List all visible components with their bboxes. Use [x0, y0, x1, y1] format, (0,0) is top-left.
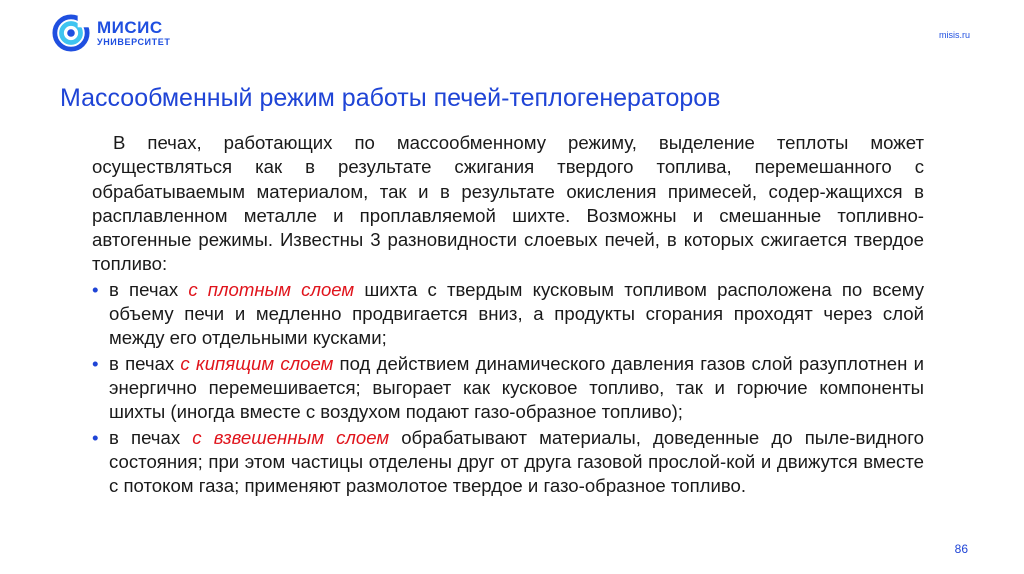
slide-body [92, 131, 924, 498]
item-text-before: в печах [109, 352, 181, 374]
bullet-icon: • [92, 278, 99, 300]
list-item [92, 278, 924, 351]
logo-subtitle: УНИВЕРСИТЕТ [97, 37, 171, 47]
bullet-icon: • [92, 426, 99, 448]
item-highlight: с плотным слоем [188, 278, 355, 300]
misis-logo [52, 14, 170, 52]
item-text-before: в печах [109, 426, 193, 448]
list-item [92, 426, 924, 499]
item-text-after: обрабатывают материалы, доведенные до пыле-видного состояния; при этом частицы отделены друг от друга газовой прослой-кой и движутся вместе с потоком газа; применяют размолотое твердое и газо-образное топливо. [109, 426, 924, 497]
logo-name: МИСИС [97, 18, 163, 37]
item-text-before: в печах [109, 278, 189, 300]
bullet-icon: • [92, 352, 99, 374]
item-text-after: под действием динамического давления газов слой разуплотнен и энергично перемешивается; выгорает как кусковое топливо, так и горючие компоненты шихты (иногда вместе с воздухом подают газо-образное топливо); [109, 352, 924, 423]
slide-title: Массообменный режим работы печей-теплогенераторов [60, 84, 721, 112]
site-url: misis.ru [939, 30, 970, 40]
list-item [92, 352, 924, 425]
page-number: 86 [954, 542, 968, 556]
item-highlight: с взвешенным слоем [192, 426, 390, 448]
intro-paragraph: В печах, работающих по массообменному режиму, выделение теплоты может осуществляться как в результате сжигания твердого топлива, перемешанного с обрабатываемым материалом, так и в результате окисления примесей, содер-жащихся в расплавленном металле и проплавляемой шихте. Возможны и смешанные топливно-автогенные режимы. Известны 3 разновидности слоевых печей, в которых сжигается твердое топливо: [92, 132, 924, 275]
item-text-after: шихта с твердым кусковым топливом расположена по всему объему печи и медленно продвигается вниз, а продукты сгорания проходят через слой между его отдельными кусками; [109, 278, 924, 349]
item-highlight: с кипящим слоем [180, 352, 334, 374]
misis-logo-icon [52, 14, 90, 52]
